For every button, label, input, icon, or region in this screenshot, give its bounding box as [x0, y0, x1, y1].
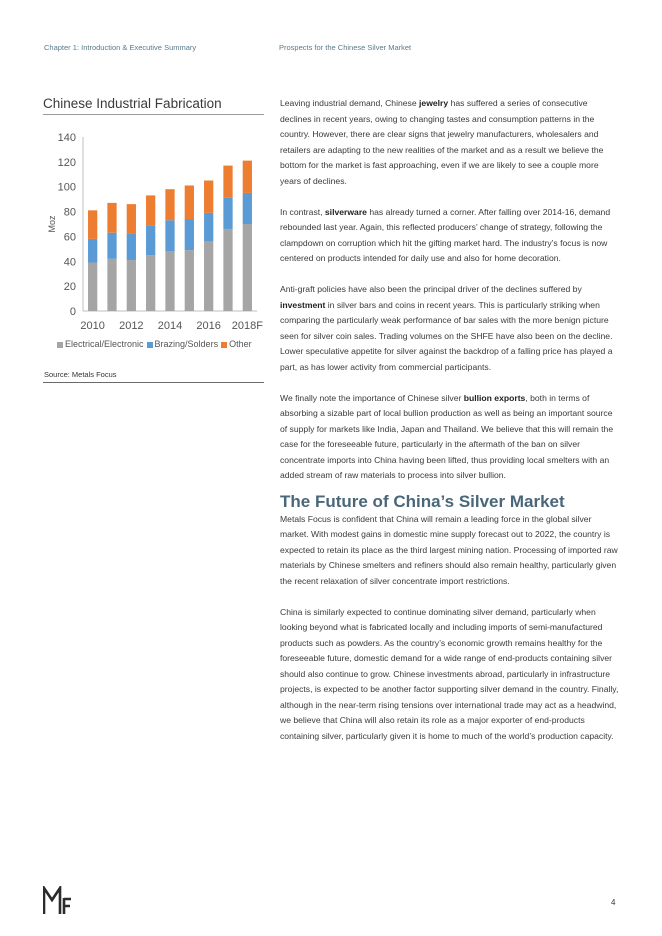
bold-jewelry: jewelry: [419, 98, 449, 108]
bar-segment-other: [243, 161, 252, 193]
bar-segment-brazing-solders: [165, 220, 174, 251]
chart-title: Chinese Industrial Fabrication: [43, 96, 264, 115]
bar-segment-brazing-solders: [127, 234, 136, 260]
bar-segment-electrical-electronic: [204, 241, 213, 311]
y-tick-label: 120: [57, 156, 76, 169]
legend-label: Brazing/Solders: [154, 339, 219, 349]
page-number: 4: [611, 898, 616, 907]
bar-segment-brazing-solders: [243, 193, 252, 224]
y-tick-label: 20: [63, 281, 76, 294]
y-tick-label: 140: [57, 132, 76, 144]
legend-swatch: [147, 342, 153, 348]
paragraph-jewelry: Leaving industrial demand, Chinese jewelry has suffered a series of consecutive declines in recent years, owing to changing tastes and consumption patterns in the country. However, there are clear signs that jewelry manufacturers, wholesalers and retailers are adapting to the new realities of the market and as a result we believe the bottom for the market is fast approaching, even if we are likely to see a couple more years of declines.: [280, 98, 604, 186]
bar-segment-other: [223, 166, 232, 198]
running-header-chapter: Chapter 1: Introduction & Executive Summary: [44, 43, 197, 52]
legend-label: Other: [229, 339, 252, 349]
bar-segment-other: [204, 181, 213, 213]
bar-segment-brazing-solders: [107, 233, 116, 259]
metals-focus-logo: [43, 886, 73, 916]
y-tick-label: 40: [63, 256, 76, 269]
y-tick-label: 0: [69, 306, 76, 318]
bar-segment-electrical-electronic: [127, 260, 136, 311]
bold-silverware: silverware: [324, 206, 367, 217]
bar-segment-electrical-electronic: [107, 259, 116, 311]
bar-segment-other: [88, 210, 97, 239]
legend-swatch: [57, 342, 63, 348]
bar-segment-electrical-electronic: [243, 224, 252, 311]
y-tick-label: 60: [63, 231, 76, 244]
legend-item: [147, 337, 219, 352]
bar-segment-brazing-solders: [88, 239, 97, 263]
chart-legend: [57, 337, 267, 352]
x-tick-label: 2016: [196, 320, 221, 332]
legend-label: Electrical/Electronic: [65, 339, 144, 349]
bar-segment-other: [185, 185, 194, 219]
bar-segment-brazing-solders: [146, 225, 155, 255]
bar-segment-other: [107, 203, 116, 233]
bar-segment-brazing-solders: [204, 213, 213, 242]
body-text-column: [280, 96, 620, 760]
paragraph-bullion-exports: We finally note the importance of Chinese silver bullion exports, both in terms of absorbing a sizable part of local bullion production as well as being an important source of supply for markets like India, Japan and Thailand. We believe that this will remain the case for the foreseeable future, particularly in the aftermath of the ban on silver concentrate imports into China having been lifted, thus providing local smelters with an added stream of raw materials to process into silver bullion.: [280, 392, 614, 480]
bar-segment-brazing-solders: [185, 219, 194, 250]
chart-bottom-rule: [43, 382, 264, 383]
paragraph-future-1: Metals Focus is confident that China will remain a leading force in the global silver market. With modest gains in domestic mine supply forecast out to 2022, the country is expected to retain its place as the third largest mining nation. Processing of imported raw materials by Chinese smelters and refiners should also remain healthy, particularly given the recent relaxation of silver concentrate import restrictions.: [280, 513, 618, 586]
bar-segment-other: [127, 204, 136, 234]
chart-source: Source: Metals Focus: [44, 370, 117, 379]
y-axis-label: Moz: [47, 215, 57, 233]
x-tick-label: 2014: [157, 320, 183, 332]
bar-segment-brazing-solders: [223, 198, 232, 229]
legend-swatch: [221, 342, 227, 348]
bar-segment-electrical-electronic: [165, 251, 174, 311]
legend-item: [221, 337, 252, 352]
x-tick-label: 2010: [80, 320, 105, 332]
paragraph-investment: Anti-graft policies have also been the principal driver of the declines suffered by investment in silver bars and coins in recent years. This is particularly striking when comparing the particularly weak performance of bar sales with the more benign picture seen for silver coin sales. Trading volumes on the SHFE have also been on the decline. Lower speculative appetite for silver against the backdrop of a falling price has played a part, as has lower activity from commercial participants.: [280, 284, 613, 372]
y-tick-label: 80: [63, 206, 76, 219]
x-tick-label: 2012: [119, 320, 144, 332]
bar-segment-other: [165, 189, 174, 220]
section-heading: The Future of China’s Silver Market: [280, 491, 565, 511]
stacked-bar-chart: [43, 126, 264, 336]
paragraph-silverware: In contrast, silverware has already turned a corner. After falling over 2014-16, demand rebounded last year. Again, this reflected producers’ change of strategy, following the clampdown on corruption which hit the gifting market hard. The industry’s focus is now centered on products intended for daily use and also for home decoration.: [280, 206, 611, 263]
legend-item: [57, 337, 144, 352]
chart-container: [43, 96, 264, 332]
bar-segment-electrical-electronic: [88, 263, 97, 311]
x-tick-label: 2018F: [231, 320, 263, 332]
bar-segment-electrical-electronic: [185, 250, 194, 311]
bar-segment-electrical-electronic: [146, 255, 155, 311]
bar-segment-electrical-electronic: [223, 229, 232, 311]
running-header-title: Prospects for the Chinese Silver Market: [279, 43, 412, 52]
bold-investment: investment: [280, 299, 326, 310]
bar-segment-other: [146, 195, 155, 225]
y-tick-label: 100: [57, 181, 76, 194]
bold-bullion-exports: bullion exports: [463, 392, 526, 403]
paragraph-future-2: China is similarly expected to continue dominating silver demand, particularly when looking beyond what is fabricated locally and including imports of semi-manufactured products such as powders. As the country’s economic growth remains healthy for the foreseeable future, domestic demand for a wide range of end-products containing silver should also continue to grow. Chinese investments abroad, particularly in infrastructure projects, is expected to be another factor supporting silver demand in the country. Finally, although in the near-term rising tensions over international trade may act as a headwind, we believe that China will also retain its role as a major exporter of end-products containing silver, particularly given it is home to much of the world’s production capacity.: [280, 606, 619, 741]
